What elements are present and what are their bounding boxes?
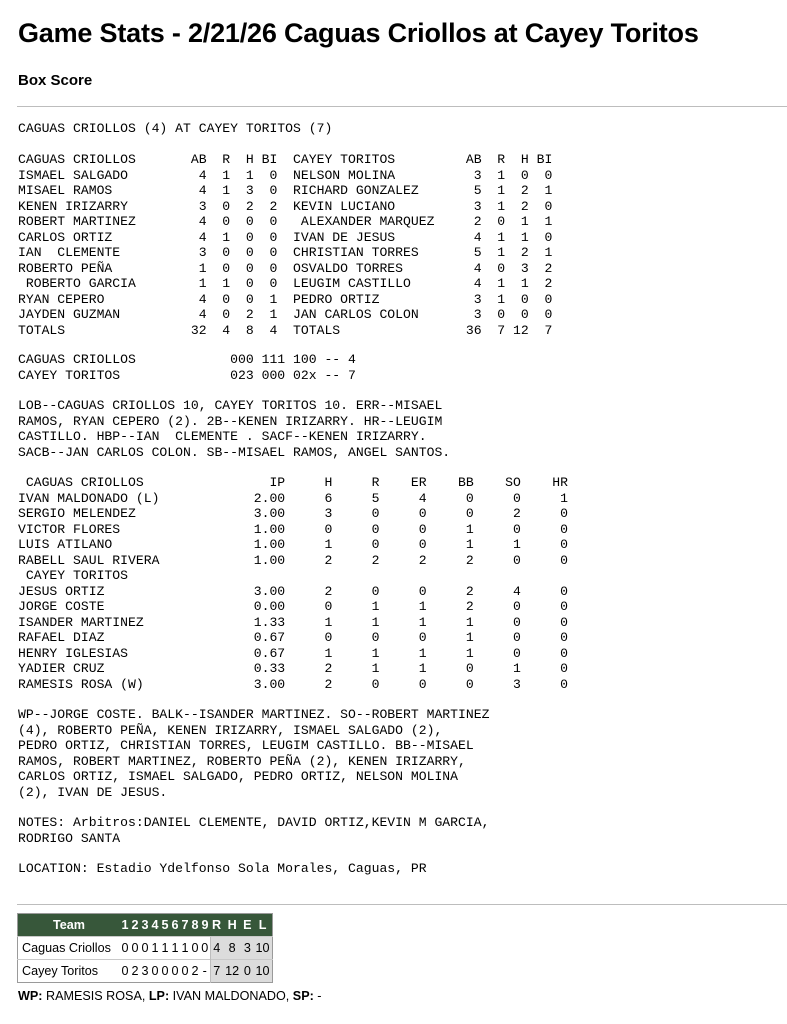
hits-total: 12 — [223, 960, 241, 983]
lob-total: 10 — [254, 960, 273, 983]
lob-header: L — [254, 914, 273, 937]
inning-score: 1 — [180, 937, 190, 960]
divider-bottom — [17, 904, 787, 905]
wp-label: WP: — [18, 989, 43, 1003]
inning-score: - — [200, 960, 210, 983]
winning-pitcher: RAMESIS ROSA — [45, 989, 142, 1003]
inning-score: 0 — [190, 937, 200, 960]
runs-total: 4 — [210, 937, 223, 960]
inning-score: 0 — [130, 937, 140, 960]
linescore-text: CAGUAS CRIOLLOS 000 111 100 -- 4 CAYEY TORITOS 023 000 02x -- 7 — [18, 352, 356, 383]
inning-header: 9 — [200, 914, 210, 937]
inning-header: 7 — [180, 914, 190, 937]
inning-header: 2 — [130, 914, 140, 937]
batting-box-score: CAGUAS CRIOLLOS AB R H BI CAYEY TORITOS AB R H BI ISMAEL SALGADO 4 1 1 0 NELSON MOLINA 3 1 0 0 MISAEL RAMOS 4 1 3 0 RICHARD GONZALEZ 5 1 2 1 KENEN IRIZARRY 3 0 2 2 KEVIN LUCIANO 3 1 2 0 ROBERT MARTINEZ 4 0 0 0 ALEXANDER MARQUEZ 2 0 1 1 CARLOS ORTIZ 4 1 0 0 IVAN DE JESUS 4 1 1 0 IAN CLEMENTE 3 0 0 0 CHRISTIAN TORRES 5 1 2 1 ROBERTO PEÑA 1 0 0 0 OSVALDO TORRES 4 0 3 2 ROBERTO GARCIA 1 1 0 0 LEUGIM CASTILLO 4 1 1 2 RYAN CEPERO 4 0 0 1 PEDRO ORTIZ 3 1 0 0 JAYDEN GUZMAN 4 0 2 1 JAN CARLOS COLON 3 0 0 0 TOTALS 32 4 8 4 TOTALS 36 7 12 7 — [18, 152, 553, 338]
inning-header: 6 — [170, 914, 180, 937]
inning-header: 1 — [120, 914, 130, 937]
linescore-team-header: Team — [18, 914, 121, 937]
game-location: LOCATION: Estadio Ydelfonso Sola Morales, Caguas, PR — [18, 861, 427, 876]
team-name: Cayey Toritos — [18, 960, 121, 983]
umpire-notes: NOTES: Arbitros:DANIEL CLEMENTE, DAVID ORTIZ,KEVIN M GARCIA, RODRIGO SANTA — [18, 815, 490, 846]
inning-score: 1 — [160, 937, 170, 960]
runs-total: 7 — [210, 960, 223, 983]
linescore-row-home — [18, 960, 273, 983]
inning-score: 1 — [170, 937, 180, 960]
inning-header: 8 — [190, 914, 200, 937]
page-title: Game Stats - 2/21/26 Caguas Criollos at Cayey Toritos — [18, 18, 699, 48]
save-pitcher: - — [317, 989, 322, 1003]
hits-header: H — [223, 914, 241, 937]
runs-header: R — [210, 914, 223, 937]
divider-top — [17, 106, 787, 107]
inning-header: 5 — [160, 914, 170, 937]
linescore-row-away — [18, 937, 273, 960]
inning-score: 3 — [140, 960, 150, 983]
inning-header: 3 — [140, 914, 150, 937]
pitcher-decisions: WP: RAMESIS ROSA, LP: IVAN MALDONADO, SP: - — [18, 989, 322, 1003]
inning-score: 0 — [120, 960, 130, 983]
inning-score: 2 — [190, 960, 200, 983]
inning-score: 0 — [200, 937, 210, 960]
errors-header: E — [241, 914, 253, 937]
lob-total: 10 — [254, 937, 273, 960]
losing-pitcher: IVAN MALDONADO — [172, 989, 286, 1003]
inning-score: 0 — [120, 937, 130, 960]
pitching-box-score: CAGUAS CRIOLLOS IP H R ER BB SO HR IVAN MALDONADO (L) 2.00 6 5 4 0 0 1 SERGIO MELENDEZ 3.00 3 0 0 0 2 0 VICTOR FLORES 1.00 0 0 0 1 0 0 LUIS ATILANO 1.00 1 0 0 1 1 0 RABELL SAUL RIVERA 1.00 2 2 2 2 0 0 CAYEY TORITOS JESUS ORTIZ 3.00 2 0 0 2 4 0 JORGE COSTE 0.00 0 1 1 2 0 0 ISANDER MARTINEZ 1.33 1 1 1 1 0 0 RAFAEL DIAZ 0.67 0 0 0 1 0 0 HENRY IGLESIAS 0.67 1 1 1 1 0 0 YADIER CRUZ 0.33 2 1 1 0 1 0 RAMESIS ROSA (W) 3.00 2 0 0 0 3 0 — [18, 475, 569, 692]
pitching-notes: WP--JORGE COSTE. BALK--ISANDER MARTINEZ. SO--ROBERT MARTINEZ (4), ROBERTO PEÑA, KENEN IRIZARRY, ISMAEL SALGADO (2), PEDRO ORTIZ, CHRISTIAN TORRES, LEUGIM CASTILLO. BB--MISAEL RAMOS, ROBERT MARTINEZ, ROBERTO PEÑA (2), KENEN IRIZARRY, CARLOS ORTIZ, ISMAEL SALGADO, PEDRO ORTIZ, NELSON MOLINA (2), IVAN DE JESUS. — [18, 707, 490, 800]
errors-total: 0 — [241, 960, 253, 983]
section-title-box-score: Box Score — [18, 72, 93, 89]
inning-score: 0 — [160, 960, 170, 983]
inning-score: 0 — [180, 960, 190, 983]
inning-score: 2 — [130, 960, 140, 983]
batting-notes: LOB--CAGUAS CRIOLLOS 10, CAYEY TORITOS 10. ERR--MISAEL RAMOS, RYAN CEPERO (2). 2B--KENEN IRIZARRY. HR--LEUGIM CASTILLO. HBP--IAN CLEMENTE . SACF--KENEN IRIZARRY. SACB--JAN CARLOS COLON. SB--MISAEL RAMOS, ANGEL SANTOS. — [18, 398, 451, 460]
hits-total: 8 — [223, 937, 241, 960]
inning-score: 0 — [150, 960, 160, 983]
inning-score: 0 — [170, 960, 180, 983]
sp-label: SP: — [292, 989, 314, 1003]
lp-label: LP: — [148, 989, 170, 1003]
inning-score: 1 — [150, 937, 160, 960]
linescore-table — [17, 913, 273, 983]
errors-total: 3 — [241, 937, 253, 960]
team-name: Caguas Criollos — [18, 937, 121, 960]
box-score-header: CAGUAS CRIOLLOS (4) AT CAYEY TORITOS (7) — [18, 121, 333, 136]
inning-header: 4 — [150, 914, 160, 937]
inning-score: 0 — [140, 937, 150, 960]
linescore-header-row — [18, 914, 273, 937]
